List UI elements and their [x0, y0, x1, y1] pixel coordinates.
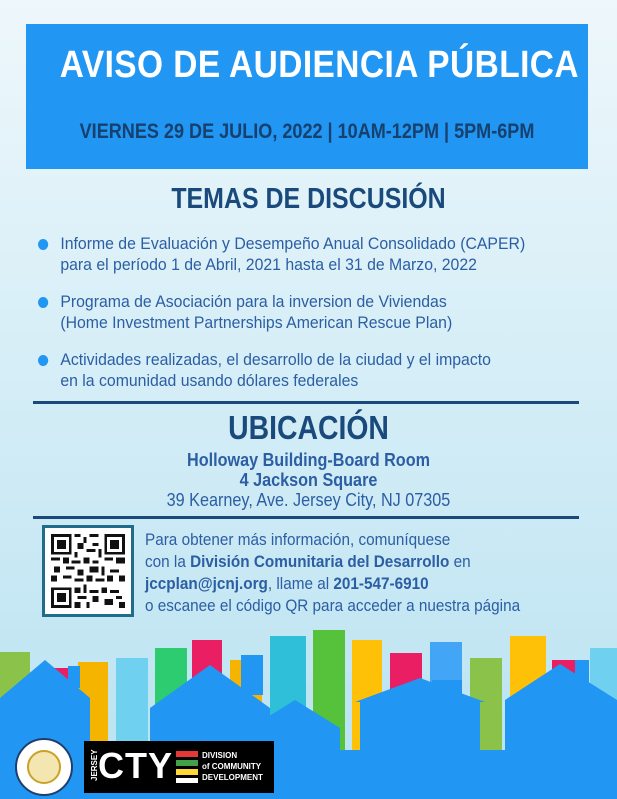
logo-cty-text: CTY: [98, 745, 173, 786]
contact-line: o escanee el código QR para acceder a nuestra página: [145, 596, 521, 615]
city-seal-icon: [15, 738, 73, 796]
topic-line: Actividades realizadas, el desarrollo de la ciudad y el impacto: [60, 350, 491, 369]
topic-item: [38, 349, 559, 391]
bullet-dot-icon: [38, 355, 48, 366]
contact-line: con la División Comunitaria del Desarrollo en: [145, 552, 471, 571]
contact-email-link[interactable]: jccplan@jcnj.org: [145, 574, 268, 593]
contact-phone-link[interactable]: 201-547-6910: [333, 574, 429, 593]
division-logo: [84, 741, 274, 793]
topic-item: [38, 233, 559, 275]
event-date-time: VIERNES 29 DE JULIO, 2022 | 10AM-12PM | 5PM-6PM: [79, 120, 535, 143]
divider: [33, 401, 579, 404]
contact-info: [145, 529, 568, 617]
topic-item: [38, 291, 559, 333]
divider: [33, 516, 579, 519]
topic-line: para el período 1 de Abril, 2021 hasta el 31 de Marzo, 2022: [60, 255, 477, 274]
bullet-dot-icon: [38, 239, 48, 250]
location-building: Holloway Building-Board Room: [187, 450, 430, 470]
topic-line: Programa de Asociación para la inversion de Viviendas: [60, 292, 447, 311]
seal-emblem-icon: [27, 750, 61, 784]
location-address: 39 Kearney, Ave. Jersey City, NJ 07305: [166, 490, 451, 510]
logo-bars-icon: [176, 751, 198, 783]
division-name: División Comunitaria del Desarrollo: [190, 552, 450, 571]
location-square: 4 Jackson Square: [239, 470, 378, 490]
topic-line: Informe de Evaluación y Desempeño Anual Consolidado (CAPER): [60, 234, 526, 253]
bullet-dot-icon: [38, 297, 48, 308]
contact-line: jccplan@jcnj.org, llame al 201-547-6910: [145, 574, 429, 593]
topics-heading: TEMAS DE DISCUSIÓN: [171, 183, 446, 215]
topic-line: (Home Investment Partnerships American Rescue Plan): [60, 313, 453, 332]
contact-line: Para obtener más información, comuníquese: [145, 530, 451, 549]
logo-jersey-text: JERSEY: [90, 749, 99, 781]
logo-division-text: DIVISION of COMMUNITY DEVELOPMENT: [202, 751, 263, 782]
header-banner: [26, 24, 588, 169]
topic-line: en la comunidad usando dólares federales: [60, 371, 359, 390]
qr-code-icon[interactable]: [42, 525, 134, 617]
notice-title: AVISO DE AUDIENCIA PÚBLICA: [59, 44, 579, 86]
location-heading: UBICACIÓN: [228, 409, 389, 446]
